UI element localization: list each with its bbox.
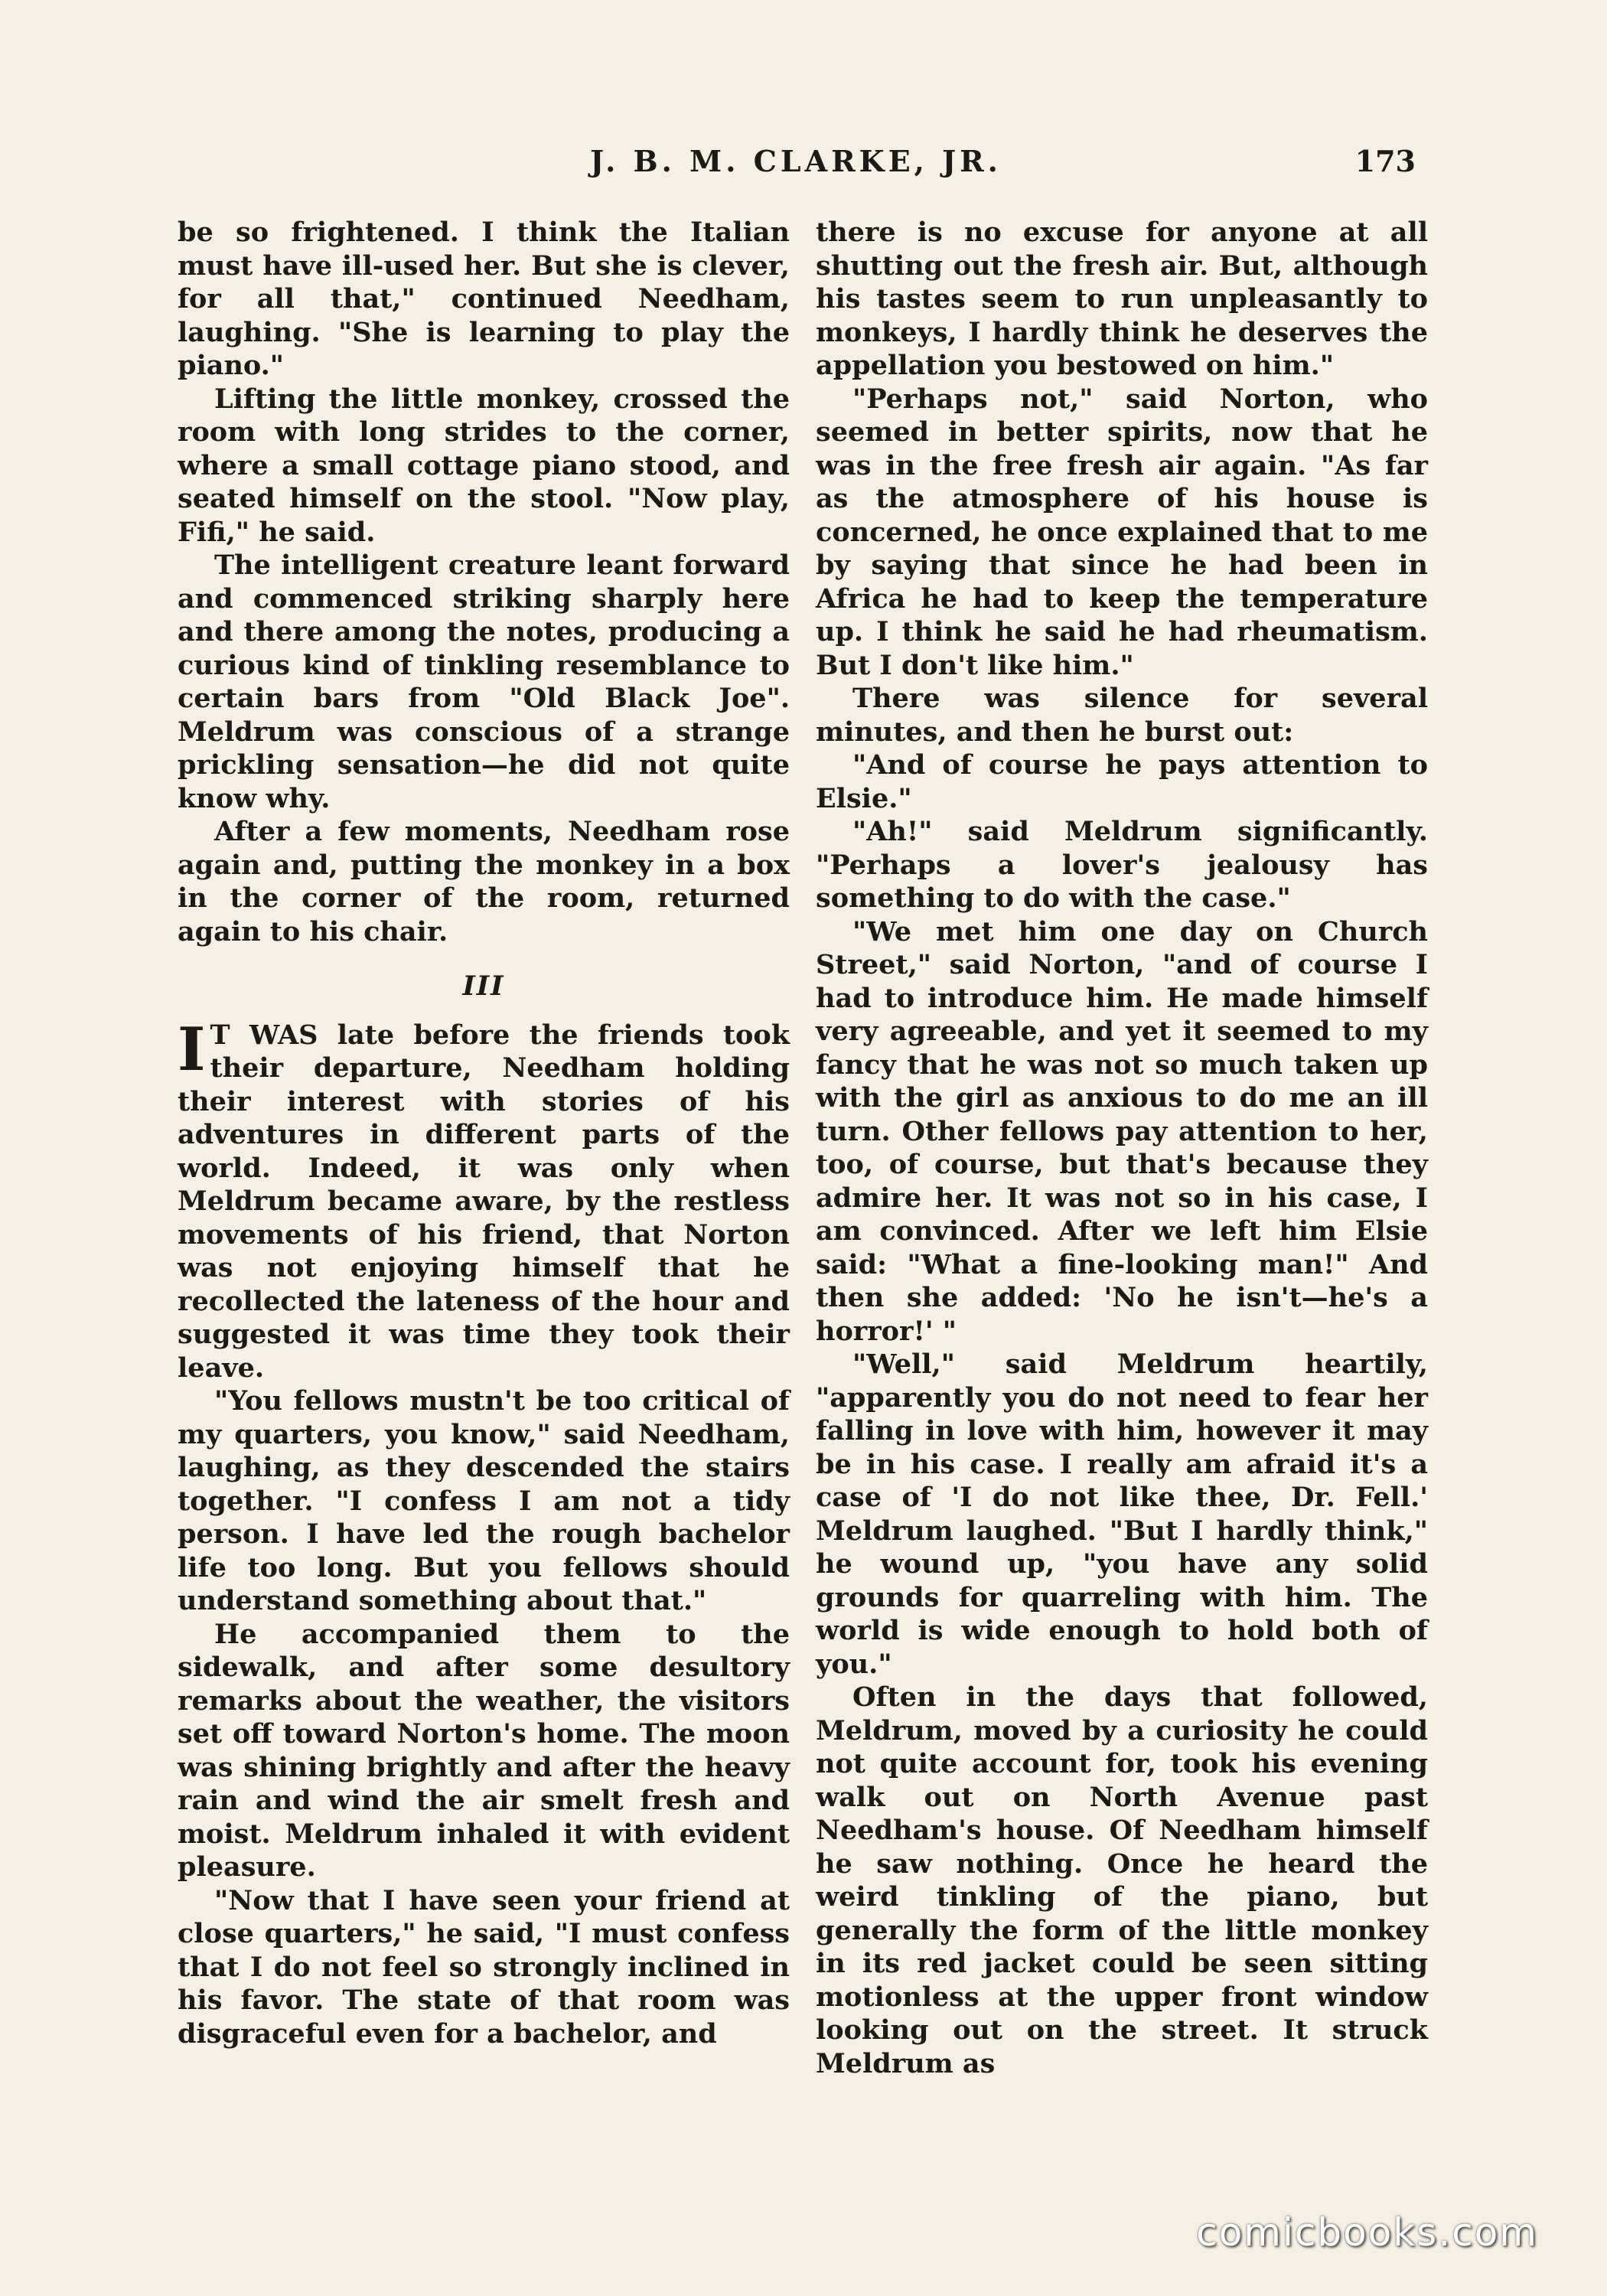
- left-column: [178, 216, 790, 2050]
- paragraph: there is no excuse for anyone at all shutting out the fresh air. But, although his tastes seem to run unpleasantly to monkeys, I hardly think he deserves the appellation you bestowed on him.": [816, 217, 1428, 381]
- paragraph: The intelligent creature leant forward and commenced striking sharply here and there among the notes, producing a curious kind of tinkling resemblance to certain bars from "Old Black Joe". Meldrum was conscious of a strange prickling sensation—he did not quite know why.: [178, 550, 790, 814]
- paragraph: "Now that I have seen your friend at close quarters," he said, "I must confess that I do not feel so strongly inclined in his favor. The state of that room was disgraceful even for a bachelor, and: [178, 1884, 790, 2050]
- paragraph: "You fellows mustn't be too critical of my quarters, you know," said Needham, laughing, as they descended the stairs together. "I confess I am not a tidy person. I have led the rough bachelor life too long. But you fellows should understand something about that.": [178, 1385, 790, 1616]
- paragraph: "Ah!" said Meldrum significantly. "Perhaps a lover's jealousy has something to do with the case.": [816, 816, 1428, 914]
- page-number: 173: [1354, 144, 1416, 178]
- paragraph: Lifting the little monkey, crossed the room with long strides to the corner, where a small cottage piano stood, and seated himself on the stool. "Now play, Fifi," he said.: [178, 383, 790, 548]
- paragraph: After a few moments, Needham rose again and, putting the monkey in a box in the corner of the room, returned again to his chair.: [178, 816, 790, 947]
- paragraph: He accompanied them to the sidewalk, and after some desultory remarks about the weather, the visitors set off toward Norton's home. The moon was shining brightly and after the heavy rain and wind the air smelt fresh and moist. Meldrum inhaled it with evident pleasure.: [178, 1618, 790, 1883]
- right-column: [816, 216, 1428, 2080]
- paragraph: There was silence for several minutes, and then he burst out:: [816, 683, 1428, 748]
- paragraph: Often in the days that followed, Meldrum, moved by a curiosity he could not quite account for, took his evening walk out on North Avenue past Needham's house. Of Needham himself he saw nothing. Once he heard the weird tinkling of the piano, but generally the form of the little monkey in its red jacket could be seen sitting motionless at the upper front window looking out on the street. It struck Meldrum as: [816, 1681, 1428, 2079]
- running-head: [176, 144, 1416, 190]
- section-number: III: [462, 970, 505, 1002]
- paragraph: be so frightened. I think the Italian must have ill-used her. But she is clever, for all that," continued Needham, laughing. "She is learning to play the piano.": [178, 217, 790, 381]
- paragraph: "Well," said Meldrum heartily, "apparently you do not need to fear her falling in love with him, however it may be in his case. I really am afraid it's a case of 'I do not like thee, Dr. Fell.' Meldrum laughed. "But I hardly think," he wound up, "you have any solid grounds for quarreling with him. The world is wide enough to hold both of you.": [816, 1349, 1428, 1680]
- paragraph: "We met him one day on Church Street," said Norton, "and of course I had to introduce him. He made himself very agreeable, and yet it seemed to my fancy that he was not so much taken up with the girl as anxious to do me an ill turn. Other fellows pay attention to her, too, of course, but that's because they admire her. It was not so in his case, I am convinced. After we left him Elsie said: "What a fine-looking man!" And then she added: 'No he isn't—he's a horror!' ": [816, 915, 1428, 1347]
- author-header: J. B. M. CLARKE, JR.: [590, 144, 1002, 178]
- paragraph-text: T WAS late before the friends took their departure, Needham holding their interest with stories of his adventures in different parts of the world. Indeed, it was only when Meldrum became aware, by the restless movements of his friend, that Norton was not enjoying himself that he recollected the lateness of the hour and suggested it was time they took their leave.: [178, 1019, 790, 1384]
- paragraph: [178, 1014, 790, 1385]
- paragraph: "Perhaps not," said Norton, who seemed in better spirits, now that he was in the free fresh air again. "As far as the atmosphere of his house is concerned, he once explained that to me by saying that since he had been in Africa he had to keep the temperature up. I think he said he had rheumatism. But I don't like him.": [816, 383, 1428, 681]
- site-watermark: comicbooks.com: [1196, 2210, 1538, 2255]
- drop-cap: I: [178, 1014, 206, 1084]
- paragraph: "And of course he pays attention to Elsie.": [816, 749, 1428, 814]
